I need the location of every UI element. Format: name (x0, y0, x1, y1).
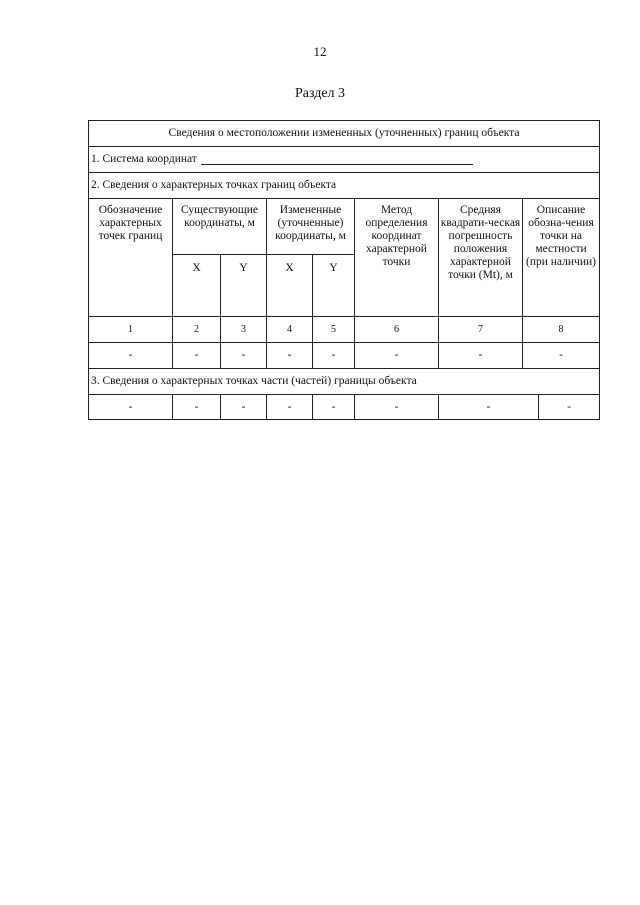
table-cell: - (478, 348, 483, 361)
column-number: 1 (128, 323, 133, 335)
coordinate-system-row (88, 146, 600, 172)
table-cell: - (394, 348, 399, 361)
header-existing-y: Y (239, 262, 248, 274)
table-title: Сведения о местоположении измененных (уточненных) границ объекта (168, 126, 520, 139)
column-number: 6 (394, 323, 399, 335)
table-cell: - (331, 400, 336, 413)
table-cell: - (128, 400, 133, 413)
header-method: Метод определения координат характерной точки (365, 204, 428, 268)
table-cell: - (287, 348, 292, 361)
column-number: 5 (331, 323, 336, 335)
header-changed-y: Y (329, 262, 338, 274)
header-changed-coordinates: Измененные (уточненные) координаты, м (275, 204, 346, 242)
table-cell: - (331, 348, 336, 361)
table-cell: - (194, 400, 199, 413)
column-number: 7 (478, 323, 483, 335)
rule-row2 (88, 198, 600, 199)
column-number: 3 (241, 323, 246, 335)
column-number: 4 (287, 323, 292, 335)
section-title: Раздел 3 (294, 86, 346, 101)
table-cell: - (241, 400, 246, 413)
points-section-title: 2. Сведения о характерных точках границ объекта (91, 178, 337, 191)
coordinate-system-field (201, 154, 473, 165)
header-existing-coordinates: Существующие координаты, м (180, 204, 258, 229)
part-points-section-title: 3. Сведения о характерных точках части (частей) границы объекта (91, 374, 417, 387)
page-number: 12 (313, 44, 327, 59)
table-cell: - (128, 348, 133, 361)
coordinate-system-label: 1. Система координат (91, 152, 197, 165)
table-cell: - (287, 400, 292, 413)
header-description: Описание обозна-чения точки на местности (при наличии) (526, 204, 596, 268)
table-cell: - (567, 400, 571, 413)
table-cell: - (394, 400, 399, 413)
rule-xy-top (172, 254, 354, 255)
header-existing-x: X (192, 262, 201, 274)
table-cell: - (241, 348, 246, 361)
header-changed-x: X (285, 262, 294, 274)
table-cell: - (486, 400, 491, 413)
column-number: 8 (558, 323, 564, 335)
header-point-designation: Обозначение характерных точек границ (98, 204, 163, 242)
table-cell: - (559, 348, 563, 361)
table-cell: - (194, 348, 199, 361)
header-mean-error: Средняя квадрати-ческая погрешность положения характерной точки (Mt), м (440, 204, 521, 281)
column-number: 2 (194, 323, 199, 335)
boundary-table (88, 120, 600, 420)
